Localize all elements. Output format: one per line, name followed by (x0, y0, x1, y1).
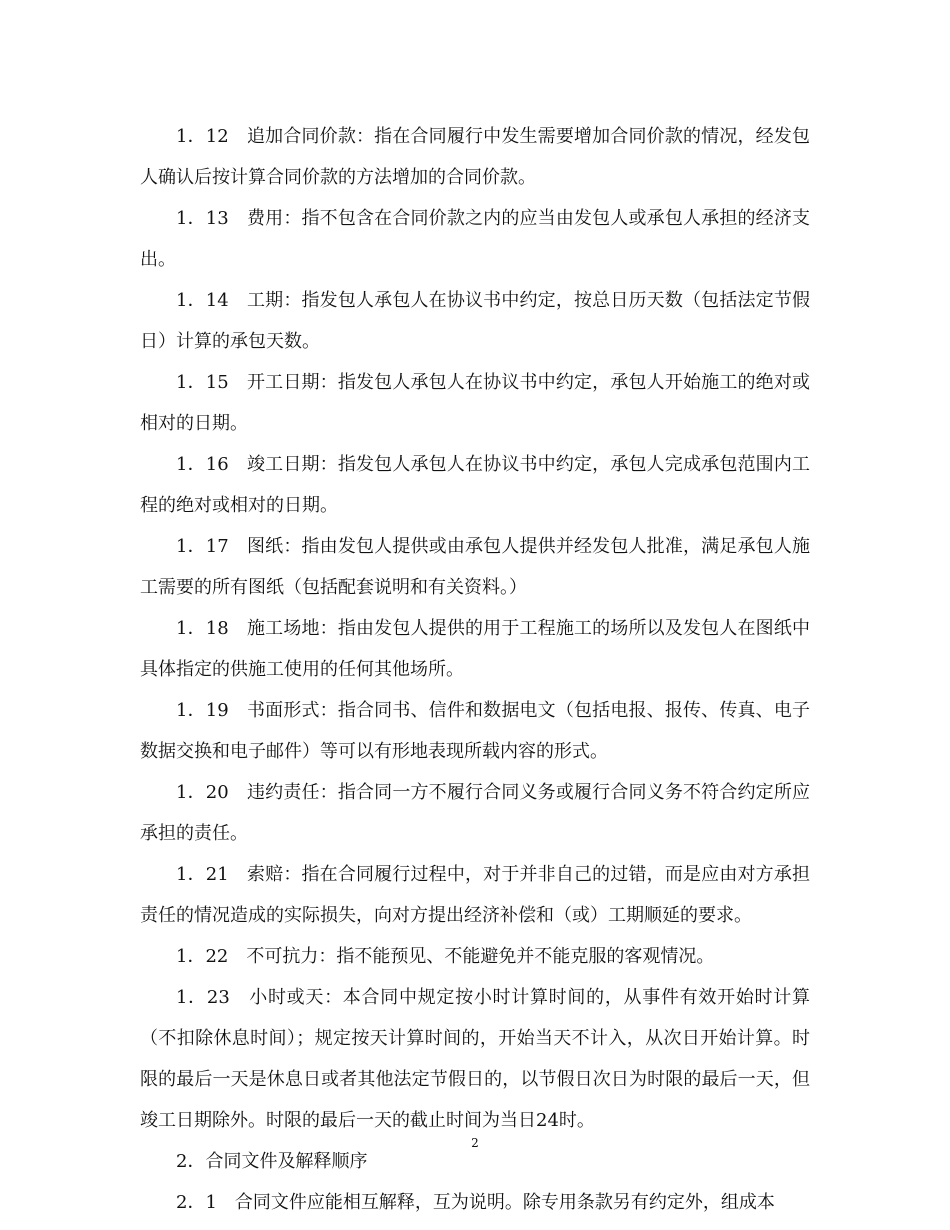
clause-1-13: 1．13 费用：指不包含在合同价款之内的应当由发包人或承包人承担的经济支出。 (140, 208, 810, 270)
clause-1-22: 1．22 不可抗力：指不能预见、不能避免并不能克服的客观情况。 (176, 946, 715, 967)
section-2-heading: 2．合同文件及解释顺序 (176, 1151, 368, 1172)
clause-1-18: 1．18 施工场地：指由发包人提供的用于工程施工的场所以及发包人在图纸中具体指定的供施工使用的任何其他场所。 (140, 618, 810, 680)
clause-2-1: 2．1 合同文件应能相互解释，互为说明。除专用条款另有约定外，组成本 (176, 1192, 775, 1213)
document-body (140, 116, 810, 1223)
clause-1-12: 1．12 追加合同价款：指在合同履行中发生需要增加合同价款的情况，经发包人确认后按计算合同价款的方法增加的合同价款。 (140, 126, 810, 188)
clause-1-16: 1．16 竣工日期：指发包人承包人在协议书中约定，承包人完成承包范围内工程的绝对或相对的日期。 (140, 454, 810, 516)
clause-1-23: 1．23 小时或天：本合同中规定按小时计算时间的，从事件有效开始时计算（不扣除休息时间）；规定按天计算时间的，开始当天不计入，从次日开始计算。时限的最后一天是休息日或者其他法定节假日的，以节假日次日为时限的最后一天，但竣工日期除外。时限的最后一天的截止时间为当日24时。 (140, 987, 810, 1131)
page-number: 2 (471, 1136, 479, 1150)
clause-1-20: 1．20 违约责任：指合同一方不履行合同义务或履行合同义务不符合约定所应承担的责任。 (140, 782, 810, 844)
clause-1-21: 1．21 索赔：指在合同履行过程中，对于并非自己的过错，而是应由对方承担责任的情况造成的实际损失，向对方提出经济补偿和（或）工期顺延的要求。 (140, 864, 810, 926)
clause-1-19: 1．19 书面形式：指合同书、信件和数据电文（包括电报、报传、传真、电子数据交换和电子邮件）等可以有形地表现所载内容的形式。 (140, 700, 810, 762)
clause-1-14: 1．14 工期：指发包人承包人在协议书中约定，按总日历天数（包括法定节假日）计算的承包天数。 (140, 290, 810, 352)
clause-1-17: 1．17 图纸：指由发包人提供或由承包人提供并经发包人批准，满足承包人施工需要的所有图纸（包括配套说明和有关资料。） (140, 536, 810, 598)
clause-1-15: 1．15 开工日期：指发包人承包人在协议书中约定，承包人开始施工的绝对或相对的日期。 (140, 372, 810, 434)
